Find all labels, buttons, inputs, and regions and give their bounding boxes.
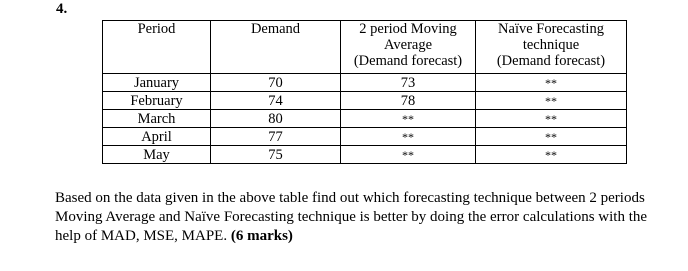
cell-demand: 74 [211, 92, 341, 110]
header-moving-average-line-3: (Demand forecast) [353, 53, 463, 69]
cell-demand: 77 [211, 128, 341, 146]
cell-moving-average: ** [341, 128, 476, 146]
instruction-paragraph [55, 189, 655, 246]
header-demand [211, 21, 341, 74]
header-naive-line-2: technique [522, 37, 580, 53]
header-moving-average-line-1: 2 period Moving [359, 21, 457, 37]
table-row [103, 128, 627, 146]
header-naive-line-3: (Demand forecast) [496, 53, 606, 69]
cell-period: May [103, 146, 211, 164]
cell-period: February [103, 92, 211, 110]
forecast-table [102, 20, 627, 164]
header-period [103, 21, 211, 74]
header-naive-line-1: Naïve Forecasting [498, 21, 604, 37]
table-row [103, 110, 627, 128]
cell-period: April [103, 128, 211, 146]
cell-naive: ** [476, 92, 627, 110]
header-demand-line: Demand [250, 21, 301, 37]
header-moving-average-line-2: Average [383, 37, 433, 53]
cell-naive: ** [476, 146, 627, 164]
header-period-line: Period [137, 21, 176, 37]
header-moving-average [341, 21, 476, 74]
cell-naive: ** [476, 128, 627, 146]
cell-period: March [103, 110, 211, 128]
table-row [103, 146, 627, 164]
cell-moving-average: 73 [341, 74, 476, 92]
cell-moving-average: ** [341, 110, 476, 128]
cell-demand: 80 [211, 110, 341, 128]
marks-label: (6 marks) [230, 228, 293, 244]
cell-moving-average: 78 [341, 92, 476, 110]
cell-demand: 70 [211, 74, 341, 92]
cell-naive: ** [476, 74, 627, 92]
cell-moving-average: ** [341, 146, 476, 164]
header-naive [476, 21, 627, 74]
cell-period: January [103, 74, 211, 92]
table-header-row [103, 21, 627, 74]
question-number: 4. [56, 1, 68, 17]
cell-naive: ** [476, 110, 627, 128]
table-row [103, 74, 627, 92]
cell-demand: 75 [211, 146, 341, 164]
table-row [103, 92, 627, 110]
instruction-text: Based on the data given in the above table find out which forecasting technique between 2 periods Moving Average and Naïve Forecasting technique is better by doing the error calculations with the help of MAD, MSE, MAPE. [55, 190, 648, 244]
